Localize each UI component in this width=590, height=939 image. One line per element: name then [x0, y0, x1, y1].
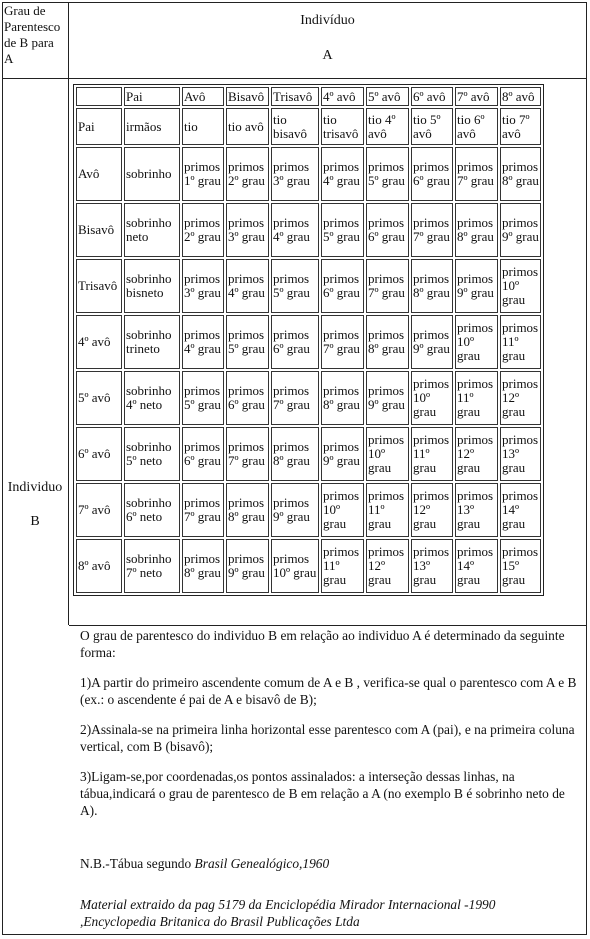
table-cell: primos 9º grau [500, 203, 541, 257]
table-row [76, 371, 541, 425]
table-cell: Bisavô [76, 203, 122, 257]
corner-line: Parentesco [4, 19, 61, 34]
table-cell: sobrinho neto [124, 203, 180, 257]
table-row [76, 147, 541, 201]
corner-line: de B para [4, 35, 54, 50]
table-cell: primos 9º grau [366, 371, 409, 425]
table-row [76, 108, 541, 145]
table-cell: tio 5º avô [411, 108, 453, 145]
table-cell: primos 4º grau [182, 315, 224, 369]
table-cell: Pai [76, 108, 122, 145]
table-cell: primos 12º grau [366, 539, 409, 593]
table-cell: primos 9º grau [411, 315, 453, 369]
table-row [76, 427, 541, 481]
table-cell: primos 12º grau [455, 427, 498, 481]
table-cell: 7º avô [76, 483, 122, 537]
header-cell: Pai [124, 87, 180, 106]
table-cell: primos 4º grau [226, 259, 269, 313]
table-cell: primos 5º grau [366, 147, 409, 201]
header-cell: Bisavô [226, 87, 269, 106]
table-cell: primos 13º grau [455, 483, 498, 537]
table-cell: primos 11º grau [455, 371, 498, 425]
table-cell: primos 10º grau [271, 539, 319, 593]
table-cell: primos 2º grau [226, 147, 269, 201]
table-cell: primos 7º grau [226, 427, 269, 481]
table-cell: primos 7º grau [366, 259, 409, 313]
table-cell: primos 10º grau [366, 427, 409, 481]
instructions-step-1: 1)A partir do primeiro ascendente comum de A e B , verifica-se qual o parentesco com A e B (ex.: o ascendente é pai de A e bisavô de B); [80, 675, 577, 707]
source-credit [80, 896, 580, 930]
table-cell: primos 8º grau [455, 203, 498, 257]
table-cell: tio [182, 108, 224, 145]
table-cell: primos 13º grau [500, 427, 541, 481]
table-cell: primos 10º grau [500, 259, 541, 313]
header-cell: 6º avô [411, 87, 453, 106]
table-cell: tio avô [226, 108, 269, 145]
table-cell: primos 5º grau [226, 315, 269, 369]
table-cell: primos 14º grau [500, 483, 541, 537]
table-cell: sobrinho bisneto [124, 259, 180, 313]
table-cell: primos 8º grau [411, 259, 453, 313]
table-cell: sobrinho 4º neto [124, 371, 180, 425]
table-cell: primos 2º grau [182, 203, 224, 257]
individuo-b-letter: B [30, 514, 40, 529]
instructions [80, 627, 580, 819]
table-cell: irmãos [124, 108, 180, 145]
notes-divider [69, 625, 587, 626]
table-row [76, 483, 541, 537]
table-cell: primos 10º grau [455, 315, 498, 369]
table-cell: 5º avô [76, 371, 122, 425]
nb-note [80, 856, 329, 872]
table-cell: tio trisavô [321, 108, 364, 145]
individuo-a-title: Indivíduo [300, 13, 355, 28]
table-cell: primos 5º grau [182, 371, 224, 425]
table-cell: primos 4º grau [271, 203, 319, 257]
table-cell: primos 4º grau [321, 147, 364, 201]
table-cell: primos 6º grau [226, 371, 269, 425]
table-cell: primos 11º grau [321, 539, 364, 593]
frame-divider-vertical [68, 2, 69, 625]
table-row [76, 203, 541, 257]
table-cell: sobrinho trineto [124, 315, 180, 369]
table-cell: primos 6º grau [411, 147, 453, 201]
table-cell: 6º avô [76, 427, 122, 481]
corner-line: Grau de [4, 3, 46, 18]
table-cell: primos 3º grau [226, 203, 269, 257]
individuo-a-letter: A [322, 48, 333, 63]
table-cell: tio 6º avô [455, 108, 498, 145]
table-cell: primos 6º grau [321, 259, 364, 313]
table-cell: primos 8º grau [500, 147, 541, 201]
table-cell: primos 3º grau [271, 147, 319, 201]
table-cell: sobrinho 6º neto [124, 483, 180, 537]
table-cell: primos 14º grau [455, 539, 498, 593]
table-cell: primos 9º grau [321, 427, 364, 481]
table-cell: primos 15º grau [500, 539, 541, 593]
table-cell: primos 10º grau [411, 371, 453, 425]
table-cell: primos 7º grau [271, 371, 319, 425]
header-cell: 8º avô [500, 87, 541, 106]
table-cell: primos 10º grau [321, 483, 364, 537]
table-cell: Avô [76, 147, 122, 201]
table-cell: primos 5º grau [271, 259, 319, 313]
table-cell: primos 1º grau [182, 147, 224, 201]
table-cell: primos 7º grau [182, 483, 224, 537]
header-cell [76, 87, 122, 106]
individuo-b-title: Individuo [7, 480, 63, 495]
table-cell: tio bisavô [271, 108, 319, 145]
header-cell: Trisavô [271, 87, 319, 106]
table-cell: sobrinho [124, 147, 180, 201]
table-cell: 8º avô [76, 539, 122, 593]
table-cell: primos 9º grau [271, 483, 319, 537]
instructions-intro: O grau de parentesco do individuo B em relação ao individuo A é determinado da seguinte forma: [80, 628, 565, 660]
nb-source: Brasil Genealógico,1960 [194, 856, 330, 871]
corner-label [4, 3, 68, 67]
table-cell: sobrinho 7º neto [124, 539, 180, 593]
table-cell: tio 7º avô [500, 108, 541, 145]
source-credit-line: Material extraido da pag 5179 da Enciclopédia Mirador Internacional -1990 [80, 897, 496, 912]
table-cell: sobrinho 5º neto [124, 427, 180, 481]
table-cell: primos 7º grau [321, 315, 364, 369]
frame-divider-horizontal [2, 78, 587, 79]
table-cell: primos 12º grau [500, 371, 541, 425]
header-cell: 5º avô [366, 87, 409, 106]
table-cell: primos 13º grau [411, 539, 453, 593]
header-cell: 4º avô [321, 87, 364, 106]
header-cell: Avô [182, 87, 224, 106]
source-credit-line: ,Encyclopedia Britanica do Brasil Publicações Ltda [80, 914, 360, 929]
table-row [76, 315, 541, 369]
table-cell: primos 11º grau [500, 315, 541, 369]
nb-prefix: N.B.-Tábua segundo [80, 856, 195, 871]
table-cell: primos 8º grau [321, 371, 364, 425]
table-cell: Trisavô [76, 259, 122, 313]
table-cell: primos 8º grau [182, 539, 224, 593]
corner-line: A [4, 51, 14, 66]
header-row [76, 87, 541, 106]
header-cell: 7º avô [455, 87, 498, 106]
table-cell: primos 11º grau [411, 427, 453, 481]
table-cell: primos 6º grau [271, 315, 319, 369]
table-cell: primos 8º grau [366, 315, 409, 369]
table-cell: primos 6º grau [366, 203, 409, 257]
table-cell: primos 6º grau [182, 427, 224, 481]
table-cell: primos 11º grau [366, 483, 409, 537]
instructions-step-2: 2)Assinala-se na primeira linha horizontal esse parentesco com A (pai), e na primeira coluna vertical, com B (bisavô); [80, 722, 575, 754]
table-cell: primos 12º grau [411, 483, 453, 537]
table-cell: primos 3º grau [182, 259, 224, 313]
table-cell: tio 4º avô [366, 108, 409, 145]
table-cell: primos 7º grau [455, 147, 498, 201]
instructions-step-3: 3)Ligam-se,por coordenadas,os pontos assinalados: a interseção dessas linhas, na tábua,indicará o grau de parentesco de B em relação a A (no exemplo B é sobrinho neto de A). [80, 769, 565, 818]
table-cell: primos 9º grau [226, 539, 269, 593]
table-cell: 4º avô [76, 315, 122, 369]
parentesco-table [73, 84, 544, 596]
table-cell: primos 9º grau [455, 259, 498, 313]
table-cell: primos 8º grau [226, 483, 269, 537]
table-cell: primos 5º grau [321, 203, 364, 257]
table-row [76, 539, 541, 593]
table-cell: primos 7º grau [411, 203, 453, 257]
table-row [76, 259, 541, 313]
table-cell: primos 8º grau [271, 427, 319, 481]
